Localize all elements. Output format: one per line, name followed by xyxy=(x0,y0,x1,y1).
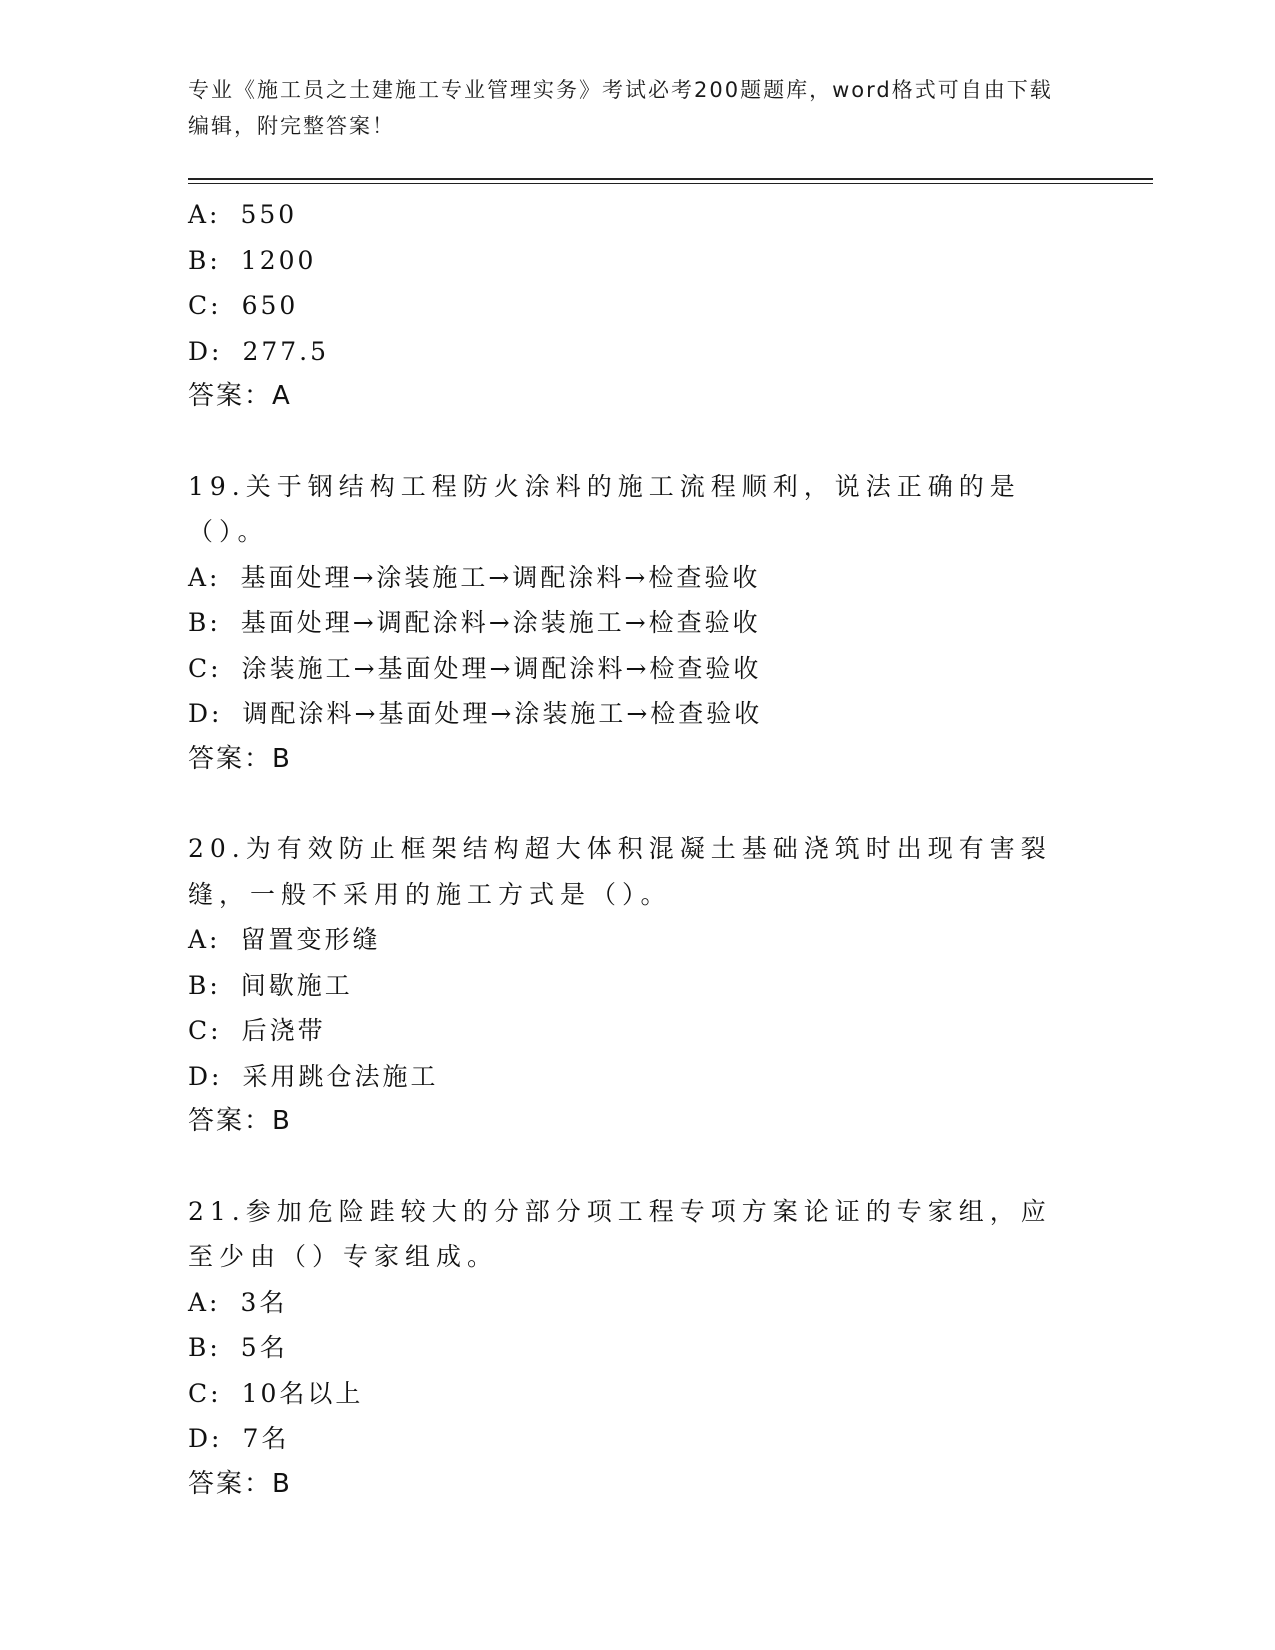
option-d xyxy=(188,1416,1088,1462)
question-block-20 xyxy=(188,826,1088,1145)
option-c xyxy=(188,283,1088,329)
option-label: C: xyxy=(188,653,222,683)
option-label: B: xyxy=(188,970,221,1000)
option-label: B: xyxy=(188,245,221,275)
option-label: C: xyxy=(188,1016,222,1045)
option-c xyxy=(188,1371,1088,1417)
option-c xyxy=(188,646,1088,692)
option-text: 基面处理→涂装施工→调配涂料→检查验收 xyxy=(240,562,761,592)
option-label: C: xyxy=(188,1378,222,1408)
option-text: 650 xyxy=(241,291,299,320)
question-list xyxy=(188,192,1088,1507)
option-label: D: xyxy=(188,1424,223,1453)
header-divider-thin xyxy=(188,183,1153,184)
option-a xyxy=(188,917,1088,963)
question-stem: 21.参加危险跬较大的分部分项工程专项方案论证的专家组，应至少由（）专家组成。 xyxy=(188,1196,1052,1271)
option-label: D: xyxy=(188,699,223,728)
option-d xyxy=(188,329,1088,375)
option-text: 采用跳仓法施工 xyxy=(242,1061,439,1091)
option-text: 3名 xyxy=(240,1287,288,1317)
option-label: B: xyxy=(188,1333,221,1362)
option-label: D: xyxy=(188,1061,223,1091)
answer-line: 答案：B xyxy=(188,1106,292,1136)
option-text: 后浇带 xyxy=(241,1016,326,1045)
question-stem: 19.关于钢结构工程防火涂料的施工流程顺利，说法正确的是（）。 xyxy=(188,471,1021,546)
option-a xyxy=(188,555,1088,601)
option-text: 277.5 xyxy=(242,336,330,366)
option-text: 1200 xyxy=(240,245,317,275)
option-text: 550 xyxy=(240,200,298,229)
option-text: 涂装施工→基面处理→调配涂料→检查验收 xyxy=(241,653,762,683)
option-b xyxy=(188,963,1088,1009)
option-label: D: xyxy=(188,336,223,366)
option-text: 间歇施工 xyxy=(240,970,353,1000)
option-text: 留置变形缝 xyxy=(240,925,381,954)
option-d xyxy=(188,691,1088,737)
option-a xyxy=(188,1280,1088,1326)
option-b xyxy=(188,600,1088,646)
option-text: 基面处理→调配涂料→涂装施工→检查验收 xyxy=(240,608,761,637)
option-text: 10名以上 xyxy=(241,1378,364,1408)
option-label: A: xyxy=(188,562,221,592)
option-label: A: xyxy=(188,925,221,954)
answer-line: 答案：B xyxy=(188,743,292,774)
option-label: A: xyxy=(188,1287,221,1317)
answer-line: 答案：A xyxy=(188,381,292,411)
question-block-21 xyxy=(188,1189,1088,1508)
question-block-19 xyxy=(188,464,1088,783)
option-label: B: xyxy=(188,608,221,637)
header-divider-thick xyxy=(188,178,1153,180)
option-label: C: xyxy=(188,291,222,320)
answer-line: 答案：B xyxy=(188,1468,292,1499)
option-a xyxy=(188,192,1088,238)
option-d xyxy=(188,1054,1088,1100)
question-block-continued xyxy=(188,192,1088,420)
option-label: A: xyxy=(188,200,221,229)
option-text: 5名 xyxy=(240,1333,288,1362)
document-header: 专业《施工员之土建施工专业管理实务》考试必考200题题库，word格式可自由下载编辑，附完整答案！ xyxy=(188,78,1053,138)
option-text: 调配涂料→基面处理→涂装施工→检查验收 xyxy=(242,699,763,728)
option-b xyxy=(188,1325,1088,1371)
question-stem: 20.为有效防止框架结构超大体积混凝土基础浇筑时出现有害裂缝，一般不采用的施工方式是（）。 xyxy=(188,834,1052,909)
option-c xyxy=(188,1008,1088,1054)
option-text: 7名 xyxy=(242,1424,290,1453)
option-b xyxy=(188,238,1088,284)
